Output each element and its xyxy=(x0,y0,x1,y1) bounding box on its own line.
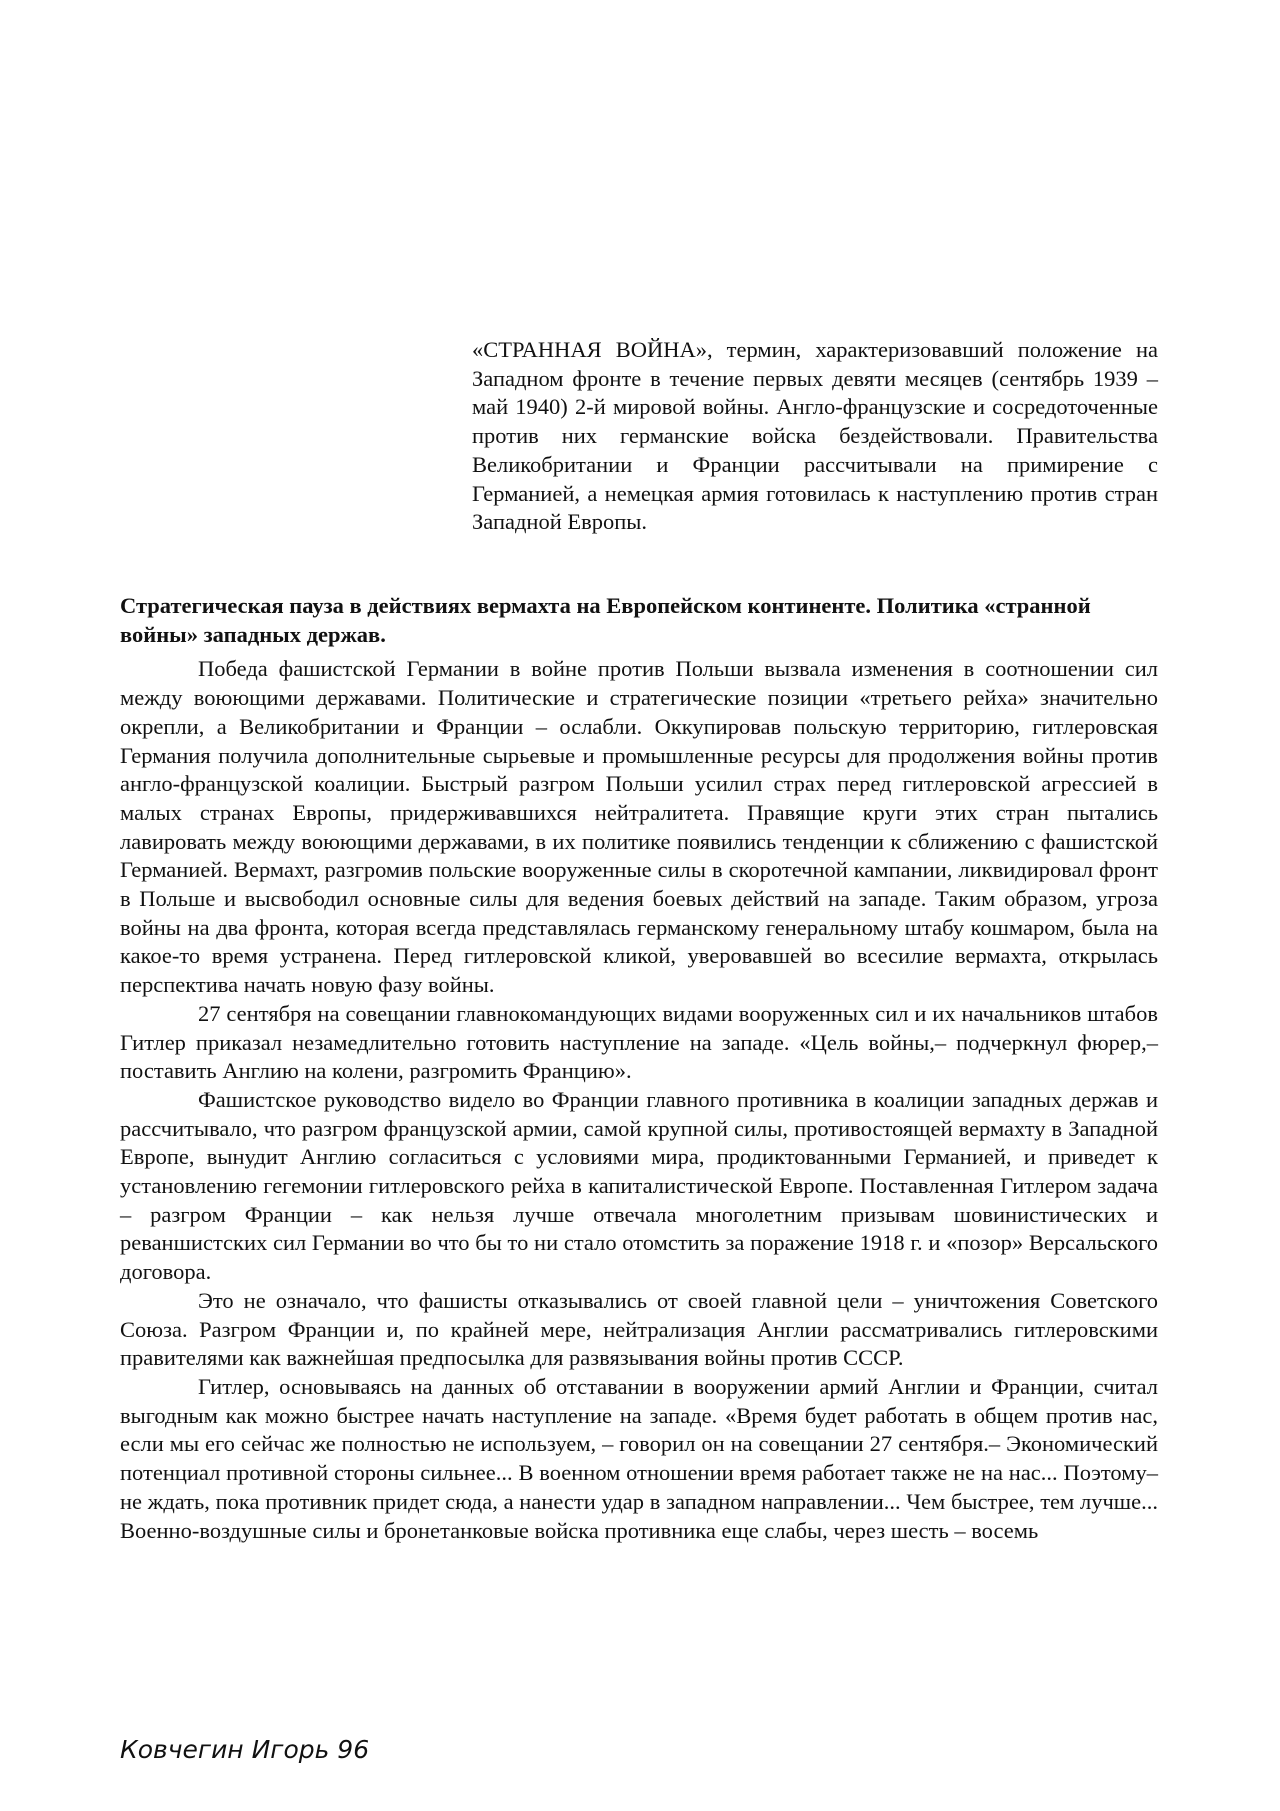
paragraph: Гитлер, основываясь на данных об отставании в вооружении армий Англии и Франции, считал выгодным как можно быстрее начать наступление на западе. «Время будет работать в общем против нас, если мы его сейчас же полностью не используем, – говорил он на совещании 27 сентября.– Экономический потенциал противной стороны сильнее... В военном отношении время работает также не на нас... Поэтому–не ждать, пока противник придет сюда, а нанести удар в западном направлении... Чем быстрее, тем лучше... Военно-воздушные силы и бронетанковые войска противника еще слабы, через шесть – восемь xyxy=(120,1373,1158,1543)
epigraph-text: «СТРАННАЯ ВОЙНА», термин, характеризовавший положение на Западном фронте в течение первых девяти месяцев (сентябрь 1939 – май 1940) 2-й мировой войны. Англо-французские и сосредоточенные против них германские войска бездействовали. Правительства Великобритании и Франции рассчитывали на примирение с Германией, а немецкая армия готовилась к наступлению против стран Западной Европы. xyxy=(472,337,1158,535)
paragraph: Это не означало, что фашисты отказывались от своей главной цели – уничтожения Советского Союза. Разгром Франции и, по крайней мере, нейтрализация Англии рассматривались гитлеровскими правителями как важнейшая предпосылка для развязывания войны против СССР. xyxy=(120,1287,1158,1371)
main-section xyxy=(120,592,1158,1545)
page-footer: Ковчегин Игорь 96 xyxy=(120,1735,370,1764)
section-heading: Стратегическая пауза в действиях вермахта на Европейском континенте. Политика «странной войны» западных держав. xyxy=(120,593,1091,647)
epigraph-block xyxy=(472,336,1158,537)
paragraph: Победа фашистской Германии в войне против Польши вызвала изменения в соотношении сил между воюющими державами. Политические и стратегические позиции «третьего рейха» значительно окрепли, а Великобритании и Франции – ослабли. Оккупировав польскую территорию, гитлеровская Германия получила дополнительные сырьевые и промышленные ресурсы для продолжения войны против англо-французской коалиции. Быстрый разгром Польши усилил страх перед гитлеровской агрессией в малых странах Европы, придерживавшихся нейтралитета. Правящие круги этих стран пытались лавировать между воюющими державами, в их политике появились тенденции к сближению с фашистской Германией. Вермахт, разгромив польские вооруженные силы в скоротечной кампании, ликвидировал фронт в Польше и высвободил основные силы для ведения боевых действий на западе. Таким образом, угроза войны на два фронта, которая всегда представлялась германскому генеральному штабу кошмаром, была на какое-то время устранена. Перед гитлеровской кликой, уверовавшей во всесилие вермахта, открылась перспектива начать новую фазу войны. xyxy=(120,656,1158,998)
paragraph: Фашистское руководство видело во Франции главного противника в коалиции западных держав и рассчитывало, что разгром французской армии, самой крупной силы, противостоящей вермахту в Западной Европе, вынудит Англию согласиться с условиями мира, продиктованными Германией, и приведет к установлению гегемонии гитлеровского рейха в капиталистической Европе. Поставленная Гитлером задача – разгром Франции – как нельзя лучше отвечала многолетним призывам шовинистических и реваншистских сил Германии во что бы то ни стало отомстить за поражение 1918 г. и «позор» Версальского договора. xyxy=(120,1086,1158,1285)
paragraph: 27 сентября на совещании главнокомандующих видами вооруженных сил и их начальников штабов Гитлер приказал незамедлительно готовить наступление на западе. «Цель войны,– подчеркнул фюрер,– поставить Англию на колени, разгромить Францию». xyxy=(120,1000,1158,1084)
